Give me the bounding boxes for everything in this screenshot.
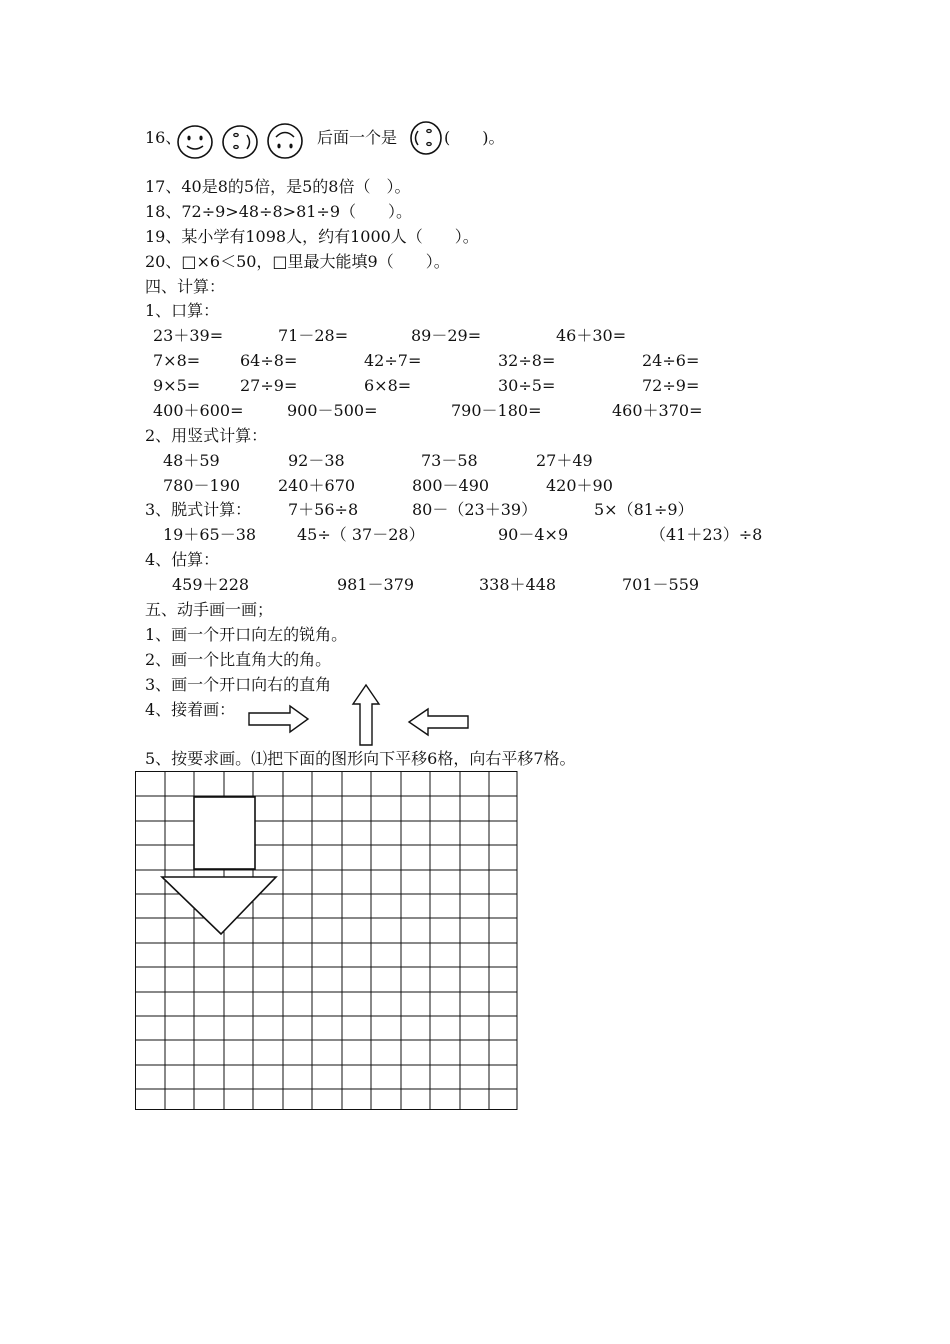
stepwise-item: （41＋23）÷8 <box>650 525 763 544</box>
vertical-title: 2、用竖式计算： <box>145 426 268 445</box>
oral-item: 46＋30= <box>556 326 627 345</box>
arrow-right-icon <box>248 705 310 733</box>
oral-item: 400＋600= <box>153 401 244 420</box>
figure-rectangle <box>194 797 255 869</box>
vertical-item: 48＋59 <box>163 451 220 470</box>
oral-item: 89－29= <box>411 326 482 345</box>
q19: 19、某小学有1098人，约有1000人（ ）。 <box>145 227 479 246</box>
oral-item: 6×8= <box>364 376 412 395</box>
figure-triangle <box>162 877 276 934</box>
q16-text: 后面一个是 <box>317 128 398 147</box>
face-upside-down-icon <box>266 122 304 160</box>
face-mouth-right-icon <box>221 124 259 160</box>
stepwise-item: 7＋56÷8 <box>288 500 359 519</box>
oral-item: 7×8= <box>153 351 201 370</box>
stepwise-item: 45÷（ 37－28） <box>297 525 425 544</box>
stepwise-item: 19＋65－38 <box>163 525 257 544</box>
q18: 18、72÷9>48÷8>81÷9（ ）。 <box>145 202 413 221</box>
arrow-left-icon <box>408 708 470 736</box>
estimate-item: 338＋448 <box>479 575 557 594</box>
draw-item: 5、按要求画。⑴把下面的图形向下平移6格，向右平移7格。 <box>145 749 576 768</box>
draw-item: 4、接着画： <box>145 700 236 719</box>
oral-title: 1、口算： <box>145 301 220 320</box>
vertical-item: 780－190 <box>163 476 241 495</box>
estimate-item: 701－559 <box>622 575 700 594</box>
oral-item: 9×5= <box>153 376 201 395</box>
vertical-item: 92－38 <box>288 451 345 470</box>
q20: 20、□×6＜50，□里最大能填9（ ）。 <box>145 252 450 271</box>
oral-item: 30÷5= <box>498 376 556 395</box>
smiling-face-icon <box>176 124 214 160</box>
draw-item: 3、画一个开口向右的直角 <box>145 675 332 694</box>
q16-number: 16、 <box>145 128 182 147</box>
draw-item: 2、画一个比直角大的角。 <box>145 650 332 669</box>
oral-item: 32÷8= <box>498 351 556 370</box>
estimate-item: 459＋228 <box>172 575 250 594</box>
section4-title: 四、计算： <box>145 277 226 296</box>
vertical-item: 27＋49 <box>536 451 593 470</box>
arrow-up-icon <box>352 684 380 746</box>
oral-item: 72÷9= <box>642 376 700 395</box>
q16-paren: ( )。 <box>444 128 505 147</box>
draw-item: 1、画一个开口向左的锐角。 <box>145 625 348 644</box>
face-mouth-left-icon <box>409 120 443 156</box>
stepwise-item: 5×（81÷9） <box>594 500 694 519</box>
drawing-grid <box>135 771 518 1111</box>
oral-item: 42÷7= <box>364 351 422 370</box>
q17: 17、40是8的5倍，是5的8倍（ ）。 <box>145 177 411 196</box>
vertical-item: 800－490 <box>412 476 490 495</box>
estimate-title: 4、估算： <box>145 550 220 569</box>
stepwise-title: 3、脱式计算： <box>145 500 252 519</box>
estimate-item: 981－379 <box>337 575 415 594</box>
oral-item: 64÷8= <box>240 351 298 370</box>
oral-item: 27÷9= <box>240 376 298 395</box>
section5-title: 五、动手画一画； <box>145 600 274 619</box>
vertical-item: 73－58 <box>421 451 478 470</box>
stepwise-item: 80－（23＋39） <box>412 500 538 519</box>
oral-item: 790－180= <box>451 401 542 420</box>
oral-item: 71－28= <box>278 326 349 345</box>
oral-item: 24÷6= <box>642 351 700 370</box>
oral-item: 23＋39= <box>153 326 224 345</box>
oral-item: 900－500= <box>287 401 378 420</box>
oral-item: 460＋370= <box>612 401 703 420</box>
vertical-item: 420＋90 <box>546 476 613 495</box>
stepwise-item: 90－4×9 <box>498 525 569 544</box>
vertical-item: 240＋670 <box>278 476 356 495</box>
